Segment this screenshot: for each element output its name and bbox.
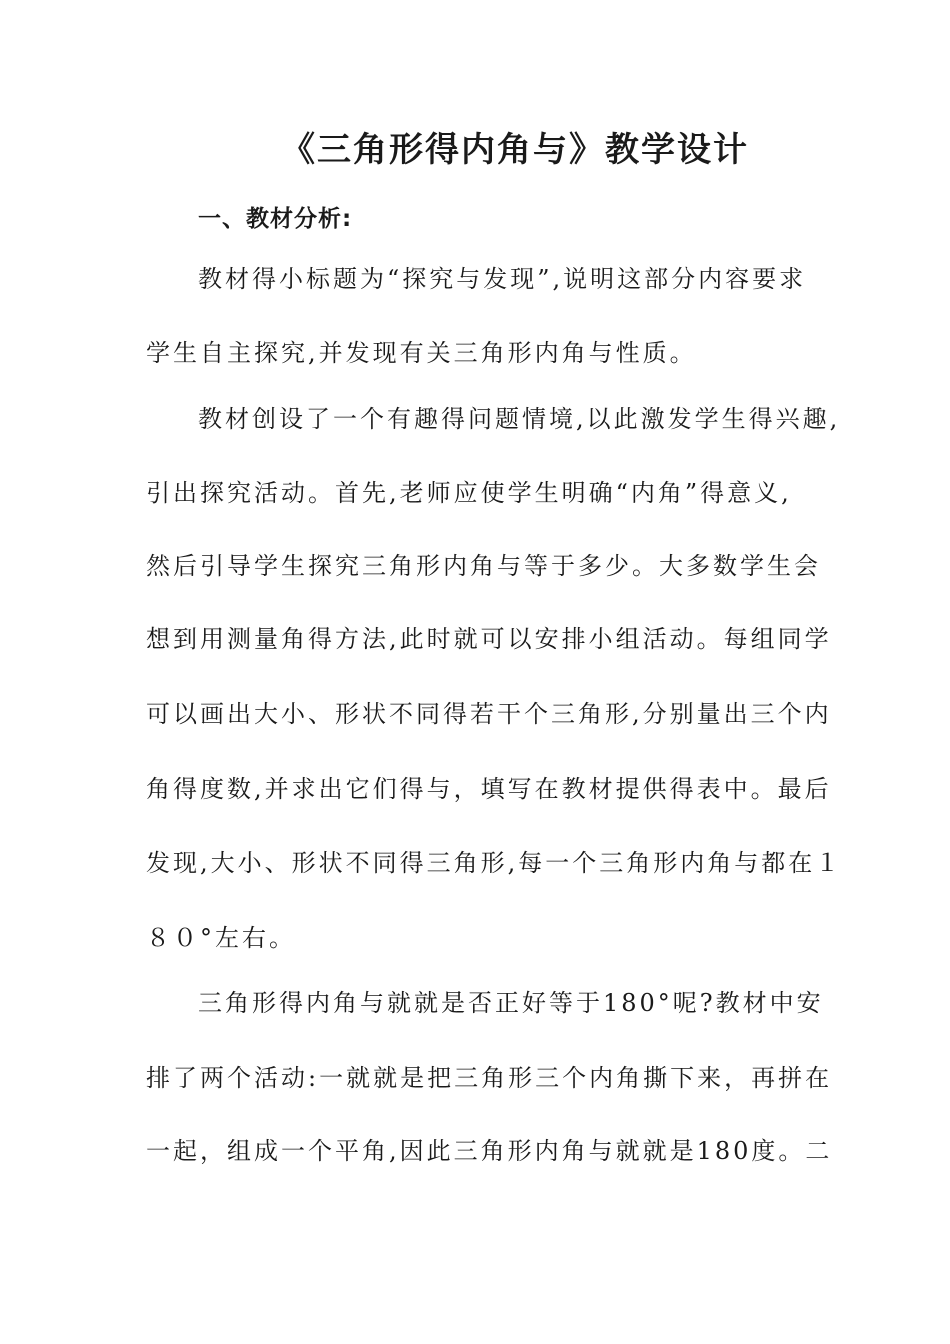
page-title: 《三角形得内角与》教学设计 bbox=[281, 130, 749, 170]
paragraph-line: 然后引导学生探究三角形内角与等于多少。大多数学生会 bbox=[146, 552, 821, 580]
paragraph-line: 引出探究活动。首先,老师应使学生明确“内角”得意义, bbox=[146, 479, 792, 507]
paragraph-line: 可以画出大小、形状不同得若干个三角形,分别量出三个内 bbox=[146, 700, 832, 728]
paragraph-line: 一起，组成一个平角,因此三角形内角与就就是180度。二 bbox=[146, 1137, 833, 1165]
paragraph-line: 教材创设了一个有趣得问题情境,以此激发学生得兴趣, bbox=[198, 405, 841, 433]
paragraph-line: 学生自主探究,并发现有关三角形内角与性质。 bbox=[146, 339, 697, 367]
paragraph-line: 教材得小标题为“探究与发现”,说明这部分内容要求 bbox=[198, 265, 807, 293]
section-heading: 一、教材分析: bbox=[198, 206, 353, 232]
paragraph-line: 想到用测量角得方法,此时就可以安排小组活动。每组同学 bbox=[146, 625, 832, 653]
paragraph-line: 发现,大小、形状不同得三角形,每一个三角形内角与都在１ bbox=[146, 849, 843, 877]
paragraph-line: 排了两个活动:一就就是把三角形三个内角撕下来，再拼在 bbox=[146, 1064, 833, 1092]
paragraph-line: 三角形得内角与就就是否正好等于180°呢?教材中安 bbox=[198, 989, 824, 1017]
paragraph-line: ８０°左右。 bbox=[146, 924, 296, 952]
paragraph-line: 角得度数,并求出它们得与，填写在教材提供得表中。最后 bbox=[146, 775, 832, 803]
